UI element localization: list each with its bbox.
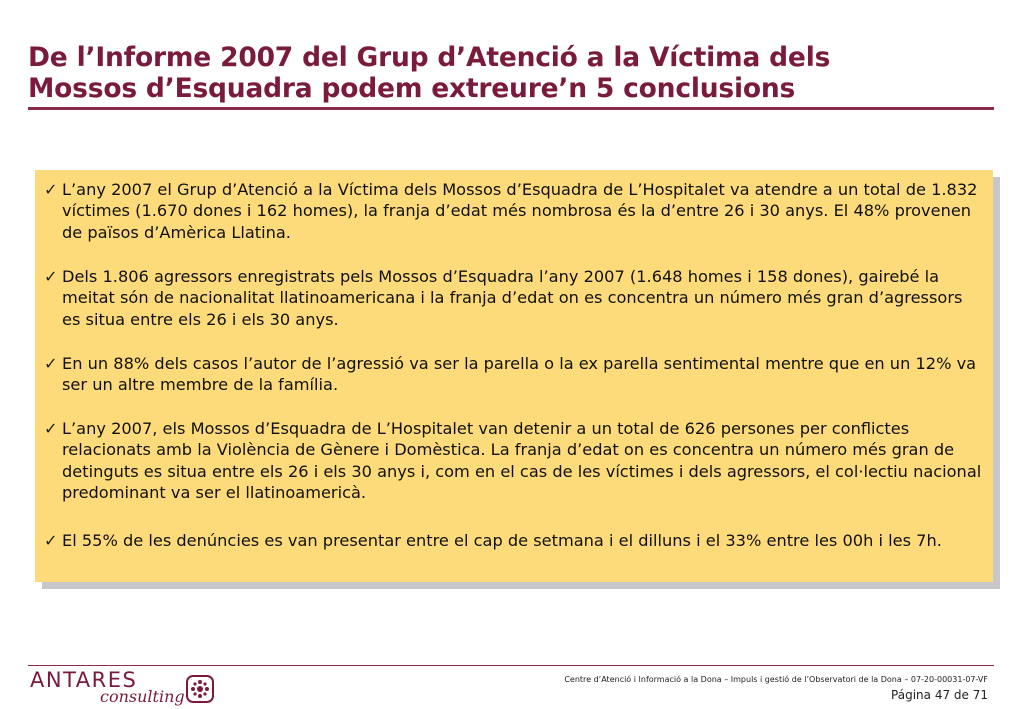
conclusion-item-1 <box>44 179 984 243</box>
conclusion-text: En un 88% dels casos l’autor de l’agressió va ser la parella o la ex parella sentimental mentre que en un 12% va ser un altre membre de la família. <box>62 354 977 395</box>
footer-divider <box>28 665 994 666</box>
conclusion-text: Dels 1.806 agressors enregistrats pels Mossos d’Esquadra l’any 2007 (1.648 homes i 158 dones), gairebé la meitat són de nacionalitat llatinoamericana i la franja d’edat on es concentra un número més gran d’agressors es situa entre els 26 i els 30 anys. <box>62 267 963 329</box>
conclusion-item-3 <box>44 353 984 396</box>
document-reference: Centre d’Atenció i Informació a la Dona – Impuls i gestió de l’Observatori de la Dona – 07-20-00031-07-VF <box>564 675 988 684</box>
conclusion-text: L’any 2007, els Mossos d’Esquadra de L’Hospitalet van detenir a un total de 626 persones per conflictes relacionats amb la Violència de Gènere i Domèstica. La franja d’edat on es concentra un número més gran de detinguts es situa entre els 26 i els 30 anys i, com en el cas de les víctimes i dels agressors, el col·lectiu nacional predominant va ser el llatinoamericà. <box>62 419 982 503</box>
conclusion-text: L’any 2007 el Grup d’Atenció a la Víctima dels Mossos d’Esquadra de L’Hospitalet va atendre a un total de 1.832 víctimes (1.670 dones i 162 homes), la franja d’edat més nombrosa és la d’entre 26 i 30 anys. El 48% provenen de països d’Amèrica Llatina. <box>62 180 978 242</box>
check-icon: ✓ <box>44 267 58 286</box>
check-icon: ✓ <box>44 354 58 373</box>
title-divider <box>28 107 994 110</box>
title-line-1: De l’Informe 2007 del Grup d’Atenció a la Víctima dels <box>28 42 831 73</box>
title-line-2: Mossos d’Esquadra podem extreure’n 5 conclusions <box>28 73 796 104</box>
conclusion-item-2 <box>44 266 984 330</box>
check-icon: ✓ <box>44 180 58 199</box>
logo-emblem-icon <box>185 674 215 704</box>
logo-wordmark: ANTARES <box>30 668 138 692</box>
page-number: Página 47 de 71 <box>891 688 988 702</box>
conclusion-item-4 <box>44 418 984 504</box>
check-icon: ✓ <box>44 531 58 550</box>
conclusion-item-5 <box>44 530 984 551</box>
conclusion-text: El 55% de les denúncies es van presentar entre el cap de setmana i el dilluns i el 33% entre les 00h i les 7h. <box>62 531 942 550</box>
slide-title <box>28 42 988 104</box>
check-icon: ✓ <box>44 419 58 438</box>
logo-subtitle: consulting <box>100 687 185 706</box>
